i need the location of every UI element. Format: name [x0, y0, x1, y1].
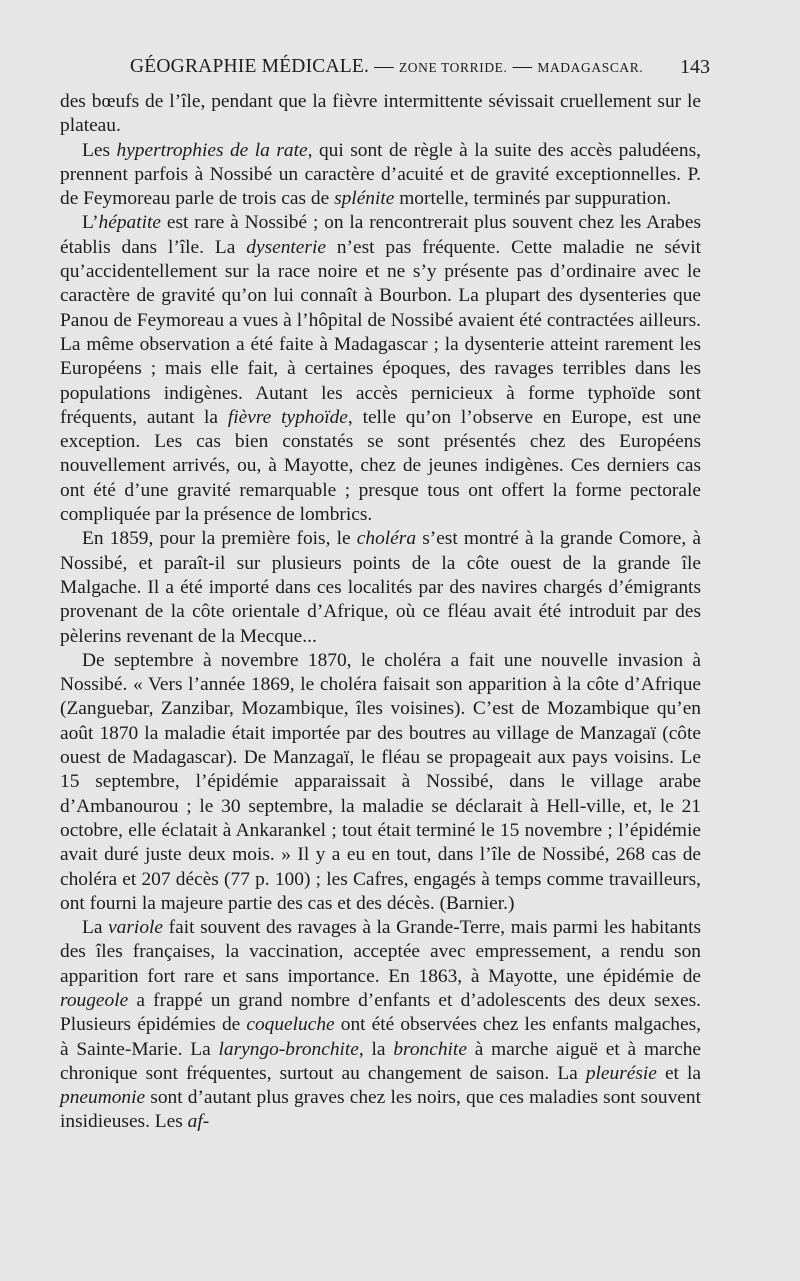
- header-place: MADAGASCAR.: [537, 60, 644, 75]
- text-run: fait souvent des ravages à la Grande-Terre, mais parmi les habitants des îles françaises, la vaccination, acceptée avec empressement, a rendu son apparition fort rare et sans importance. En 1863, à Mayotte, une épidémie de: [60, 917, 701, 987]
- text-run: L’: [82, 212, 99, 234]
- page-number: 143: [680, 56, 710, 78]
- text-run: n’est pas fréquente. Cette maladie ne sévit qu’accidentellement sur la race noire et ne s’y présente pas d’ordinaire avec le caractère de gravité qu’on lui connaît à Bourbon. La plupart des dysenteries que Panou de Feymoreau a vues à l’hôpital de Nossibé avaient été contractées ailleurs. La même observation a été faite à Madagascar ; la dysenterie atteint rarement les Européens ; mais elle fait, à certaines époques, des ravages terribles dans les populations indigènes. Autant les accès pernicieux à forme typhoïde sont fréquents, autant la: [60, 236, 702, 428]
- text-run: sont d’autant plus graves chez les noirs, que ces maladies sont souvent insidieuses. Les: [60, 1087, 701, 1133]
- text-run: , la: [358, 1038, 394, 1060]
- italic-term: af-: [187, 1111, 210, 1133]
- text-run: mortelle, terminés par suppuration.: [394, 188, 672, 210]
- text-run: La: [82, 917, 109, 939]
- text-run: ont été observées chez les enfants malgaches, à Sainte-Marie. La: [60, 1014, 701, 1060]
- text-run: et la: [656, 1062, 701, 1084]
- italic-term: dysenterie: [246, 236, 326, 258]
- running-header: [130, 56, 710, 86]
- italic-term: hypertrophies de la rate: [116, 139, 308, 161]
- paragraph: [60, 916, 701, 1135]
- text-run: En 1859, pour la première fois, le: [82, 528, 357, 550]
- italic-term: fièvre typhoïde: [227, 406, 348, 428]
- text-run: Les: [82, 139, 117, 161]
- header-zone: ZONE TORRIDE.: [398, 60, 508, 75]
- text-run: à marche aiguë et à marche chronique sont fréquentes, surtout au changement de saison. La: [60, 1038, 701, 1084]
- text-run: , telle qu’on l’observe en Europe, est une exception. Les cas bien constatés se sont présentés chez des Européens nouvellement arrivés, ou, à Mayotte, chez de jeunes indigènes. Ces derniers cas ont été d’une gravité remarquable ; presque tous ont offert la forme pectorale compliquée par la présence de lombrics.: [60, 406, 701, 526]
- paragraph: [60, 527, 701, 648]
- running-title: [130, 56, 643, 78]
- italic-term: pleurésie: [585, 1062, 657, 1084]
- italic-term: bronchite: [393, 1038, 467, 1060]
- italic-term: pneumonie: [60, 1087, 146, 1109]
- italic-term: variole: [108, 917, 164, 939]
- text-run: des bœufs de l’île, pendant que la fièvre intermittente sévissait cruellement sur le plateau.: [60, 91, 701, 137]
- italic-term: laryngo-bronchite: [218, 1038, 359, 1060]
- text-run: , qui sont de règle à la suite des accès paludéens, prennent parfois à Nossibé un caractère d’acuité et de gravité exceptionnelles. P. de Feymoreau parle de trois cas de: [60, 139, 701, 210]
- paragraph: [60, 90, 701, 139]
- italic-term: hépatite: [98, 212, 161, 234]
- paragraph: [60, 649, 701, 916]
- italic-term: splénite: [334, 188, 395, 210]
- text-run: a frappé un grand nombre d’enfants et d’adolescents des deux sexes. Plusieurs épidémies de: [60, 989, 701, 1036]
- italic-term: coqueluche: [246, 1014, 335, 1036]
- body-text: [60, 90, 701, 1135]
- paragraph: [60, 139, 701, 212]
- header-title: GÉOGRAPHIE MÉDICALE.: [130, 56, 370, 77]
- paragraph: [60, 211, 701, 527]
- text-run: De septembre à novembre 1870, le choléra a fait une nouvelle invasion à Nossibé. « Vers l’année 1869, le choléra faisait son apparition à la côte d’Afrique (Zanguebar, Zanzibar, Mozambique, îles voisines). C’est de Mozambique qu’en août 1870 la maladie était importée par des boutres au village de Manzagaï (côte ouest de Madagascar). De Manzagaï, le fléau se propageait aux pays voisins. Le 15 septembre, l’épidémie apparaissait à Nossibé, dans le village arabe d’Ambanourou ; le 30 septembre, la maladie se déclarait à Hell-ville, et, le 21 octobre, elle éclatait à Ankarankel ; tout était terminé le 15 novembre ; l’épidémie avait duré juste deux mois. » Il y a eu en tout, dans l’île de Nossibé, 268 cas de choléra et 207 décès (77 p. 100) ; les Cafres, engagés à temps comme travailleurs, ont fourni la majeure partie des cas et des décès. (Barnier.): [60, 649, 701, 914]
- text-run: s’est montré à la grande Comore, à Nossibé, et paraît-il sur plusieurs points de la côte ouest de la grande île Malgache. Il a été importé dans ces localités par des navires chargés d’émigrants provenant de la côte orientale d’Afrique, où ce fléau avait été introduit par des pèlerins revenant de la Mecque...: [60, 528, 702, 647]
- header-separator: —: [507, 56, 538, 77]
- header-separator: —: [369, 56, 399, 77]
- italic-term: rougeole: [60, 989, 129, 1011]
- italic-term: choléra: [356, 528, 417, 550]
- text-run: est rare à Nossibé ; on la rencontrerait plus souvent chez les Arabes établis dans l’île. La: [60, 212, 701, 258]
